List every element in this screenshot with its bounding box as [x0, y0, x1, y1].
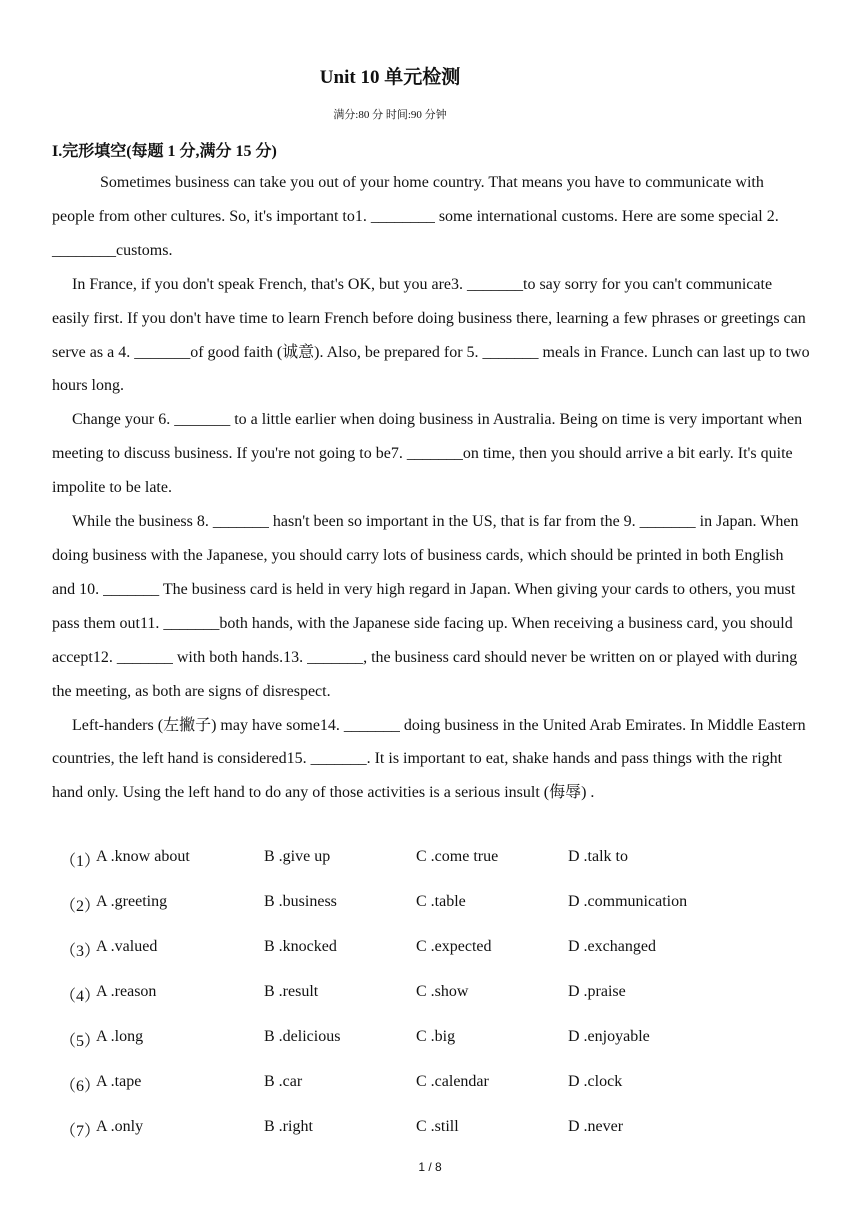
passage-paragraph: In France, if you don't speak French, that's OK, but you are3. _______to say sorry for you can't communicate easily first. If you don't have time to learn French before doing business there, learning a few phrases or greetings can serve as a 4. _______of good faith (诚意). Also, be prepared for 5. _______ meals in France. Lunch can last up to two hours long. [52, 275, 810, 395]
page-number: 1 / 8 [418, 1160, 442, 1174]
option-c: C .come true [416, 848, 499, 865]
option-b: B .result [264, 983, 319, 1000]
option-b: B .knocked [264, 938, 337, 955]
option-d: D .never [568, 1118, 624, 1135]
option-b: B .right [264, 1118, 313, 1135]
option-a: A .only [96, 1118, 144, 1135]
option-c: C .big [416, 1028, 456, 1045]
question-number: （7） [60, 1123, 101, 1140]
question-row [60, 1028, 820, 1073]
question-row [60, 983, 820, 1028]
section-heading: I.完形填空(每题 1 分,满分 15 分) [52, 143, 277, 160]
question-row [60, 1118, 820, 1163]
option-a: A .valued [96, 938, 158, 955]
passage-paragraph: While the business 8. _______ hasn't been so important in the US, that is far from the 9. _______ in Japan. When doing business with the Japanese, you should carry lots of business cards, which should be printed in both English and 10. _______ The business card is held in very high regard in Japan. When giving your cards to others, you must pass them out11. _______both hands, with the Japanese side facing up. When receiving a business card, you should accept12. _______ with both hands.13. _______, the business card should never be written on or played with during the meeting, as both are signs of disrespect. [52, 513, 799, 700]
option-c: C .calendar [416, 1073, 489, 1090]
option-d: D .clock [568, 1073, 623, 1090]
option-c: C .still [416, 1118, 459, 1135]
question-number: （3） [60, 943, 101, 960]
question-number: （4） [60, 988, 101, 1005]
option-d: D .enjoyable [568, 1028, 650, 1045]
option-d: D .talk to [568, 848, 628, 865]
option-c: C .expected [416, 938, 492, 955]
question-number: （6） [60, 1078, 101, 1095]
question-row [60, 938, 820, 983]
page-title: Unit 10 单元检测 [319, 67, 461, 88]
passage-paragraph: Left-handers (左撇子) may have some14. _______ doing business in the United Arab Emirates. In Middle Eastern countries, the left hand is considered15. _______. It is important to eat, shake hands and pass things with the right hand only. Using the left hand to do any of those activities is a serious insult (侮辱) . [52, 716, 806, 802]
question-row [60, 1073, 820, 1118]
option-a: A .greeting [96, 893, 168, 910]
option-d: D .praise [568, 983, 626, 1000]
option-d: D .communication [568, 893, 688, 910]
question-number: （1） [60, 853, 101, 870]
score-time-info: 满分:80 分 时间:90 分钟 [333, 109, 447, 121]
option-b: B .car [264, 1073, 303, 1090]
passage-paragraph: Sometimes business can take you out of your home country. That means you have to communicate with people from other cultures. So, it's important to1. ________ some international customs. Here are some special 2. ________customs. [52, 174, 779, 259]
question-number: （2） [60, 898, 101, 915]
option-b: B .business [264, 893, 337, 910]
option-d: D .exchanged [568, 938, 656, 955]
option-c: C .show [416, 983, 469, 1000]
option-a: A .know about [96, 848, 190, 865]
question-row [60, 848, 820, 893]
option-c: C .table [416, 893, 466, 910]
option-a: A .long [96, 1028, 144, 1045]
option-b: B .give up [264, 848, 331, 865]
option-b: B .delicious [264, 1028, 341, 1045]
passage-paragraph: Change your 6. _______ to a little earlier when doing business in Australia. Being on time is very important when meeting to discuss business. If you're not going to be7. _______on time, then you should arrive a bit early. It's quite impolite to be late. [52, 411, 803, 497]
answer-options [60, 848, 820, 1163]
option-a: A .tape [96, 1073, 142, 1090]
option-a: A .reason [96, 983, 157, 1000]
question-number: （5） [60, 1033, 101, 1050]
question-row [60, 893, 820, 938]
cloze-passage [52, 166, 810, 810]
